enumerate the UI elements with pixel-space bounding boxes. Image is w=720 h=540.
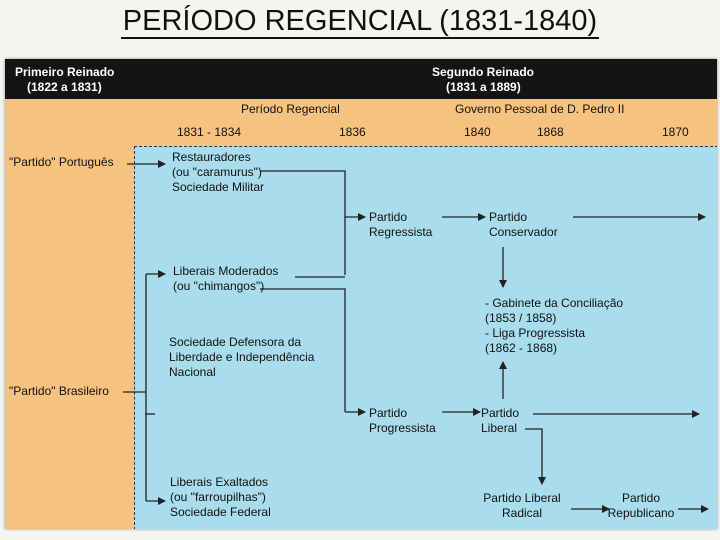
primeiro-reinado-label: Primeiro Reinado	[15, 65, 115, 79]
segundo-reinado-label: Segundo Reinado	[432, 65, 534, 79]
periodo-regencial-label: Período Regencial	[241, 102, 340, 116]
partido-portugues-label: "Partido" Português	[9, 155, 114, 169]
year-1840: 1840	[464, 125, 491, 139]
node-conciliacao: - Gabinete da Conciliação (1853 / 1858) - Liga Progressista (1862 - 1868)	[485, 296, 624, 355]
node-partido-regressista: Partido Regressista	[369, 210, 433, 239]
year-1836: 1836	[339, 125, 366, 139]
node-partido-liberal-radical: Partido Liberal Radical	[483, 491, 561, 520]
node-restauradores: Restauradores (ou "caramurus") Sociedade Militar	[172, 150, 265, 194]
node-partido-conservador: Partido Conservador	[489, 210, 558, 239]
partido-brasileiro-label: "Partido" Brasileiro	[9, 384, 109, 398]
connector-lines	[5, 59, 717, 529]
node-liberais-exaltados: Liberais Exaltados (ou "farroupilhas") Sociedade Federal	[170, 475, 271, 519]
page-title: PERÍODO REGENCIAL (1831-1840)	[122, 5, 598, 37]
node-partido-liberal: Partido Liberal	[481, 406, 520, 435]
node-sociedade-defensora: Sociedade Defensora da Liberdade e Independência Nacional	[169, 335, 315, 379]
year-1870: 1870	[662, 125, 689, 139]
arrow-liberal-radical	[525, 429, 542, 484]
node-partido-republicano: Partido Republicano	[607, 491, 675, 520]
diagram-frame	[5, 59, 717, 529]
primeiro-reinado-dates: (1822 a 1831)	[27, 80, 102, 94]
year-1831-1834: 1831 - 1834	[177, 125, 242, 139]
node-liberais-moderados: Liberais Moderados (ou "chimangos")	[173, 264, 279, 293]
node-partido-progressista: Partido Progressista	[369, 406, 436, 435]
governo-pessoal-label: Governo Pessoal de D. Pedro II	[455, 102, 625, 116]
year-1868: 1868	[537, 125, 564, 139]
segundo-reinado-dates: (1831 a 1889)	[446, 80, 521, 94]
